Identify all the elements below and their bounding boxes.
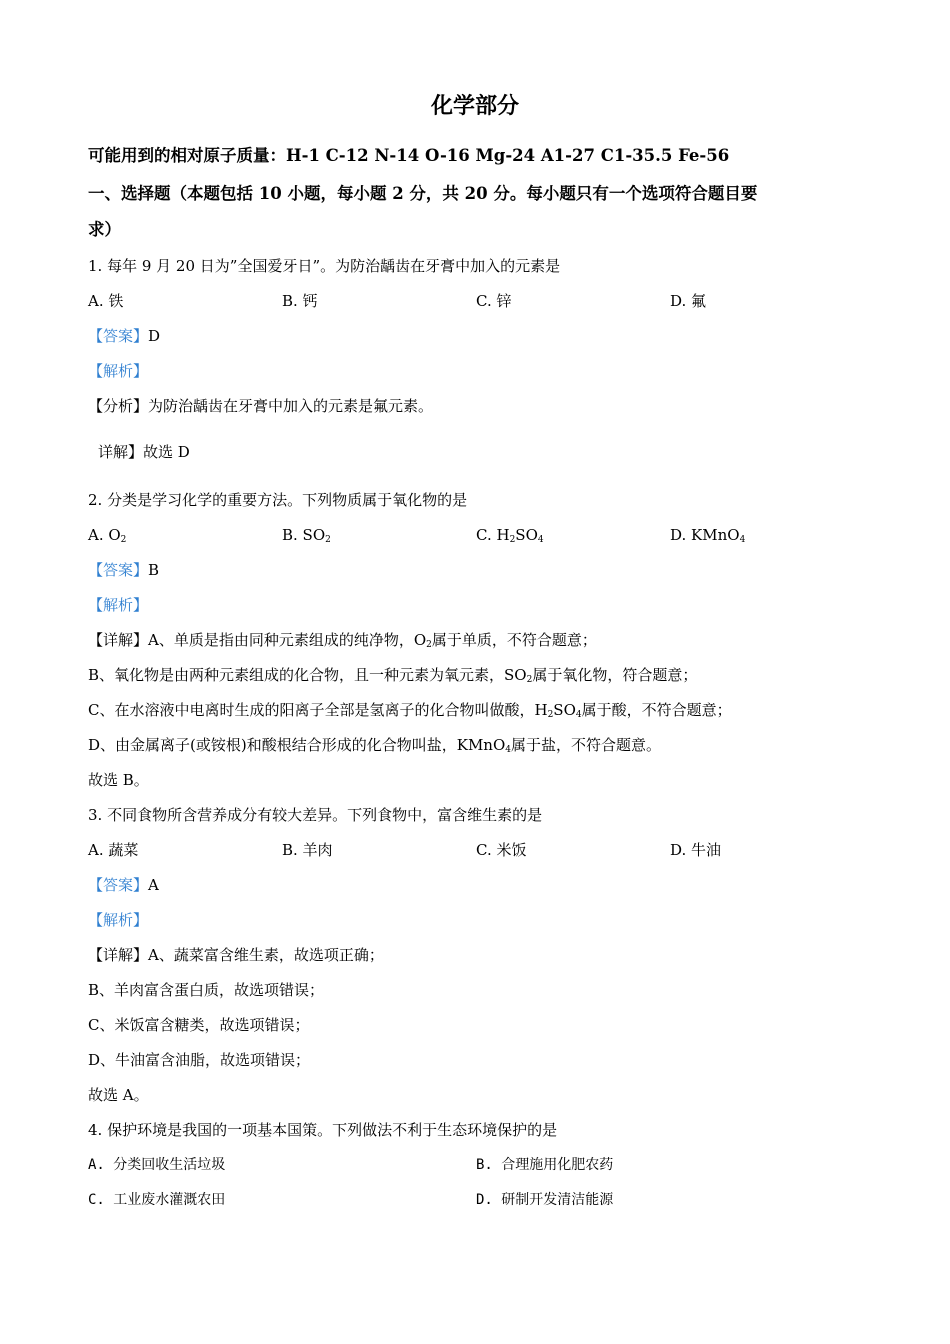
- atomic-masses-line: 可能用到的相对原子质量：H-1 C-12 N-14 O-16 Mg-24 A1-27 C1-35.5 Fe-56: [88, 146, 730, 165]
- q3-detail-line-2: B、羊肉富含蛋白质，故选项错误；: [88, 981, 325, 999]
- section-heading-cont: 求）: [88, 220, 121, 239]
- q1-fenxi: 【分析】为防治龋齿在牙膏中加入的元素是氟元素。: [88, 397, 434, 415]
- q1-option-c: C. 锌: [476, 292, 512, 310]
- answer-value: D: [148, 327, 161, 345]
- page-title: 化学部分: [430, 93, 519, 119]
- q3-option-c: C. 米饭: [476, 841, 527, 859]
- question-3-stem: 3. 不同食物所含营养成分有较大差异。下列食物中，富含维生素的是: [88, 806, 543, 824]
- answer-value: B: [148, 561, 160, 579]
- q3-analysis-tag: 【解析】: [88, 911, 149, 929]
- q2-answer: [88, 560, 159, 580]
- q4-option-b: B. 合理施用化肥农药: [476, 1157, 614, 1173]
- answer-tag: 【答案】: [88, 876, 149, 894]
- q3-option-b: B. 羊肉: [282, 841, 333, 859]
- q3-detail-line-4: D、牛油富含油脂，故选项错误；: [88, 1051, 311, 1069]
- q1-analysis-tag: 【解析】: [88, 362, 149, 380]
- answer-tag: 【答案】: [88, 561, 149, 579]
- q1-option-d: D. 氟: [670, 292, 707, 310]
- q3-option-a: A. 蔬菜: [88, 841, 139, 859]
- q2-conclusion: 故选 B。: [88, 771, 149, 789]
- q3-detail-line-1: 【详解】A、蔬菜富含维生素，故选项正确；: [88, 946, 384, 964]
- q2-option-c: C. $H_2SO_4$: [476, 526, 544, 545]
- q1-answer: [88, 326, 160, 346]
- q4-option-d: D. 研制开发清洁能源: [476, 1192, 614, 1208]
- q1-option-a: A. 铁: [88, 292, 124, 310]
- q4-option-a: A. 分类回收生活垃圾: [88, 1157, 226, 1173]
- question-2-stem: 2. 分类是学习化学的重要方法。下列物质属于氧化物的是: [88, 491, 468, 509]
- answer-value: A: [148, 876, 159, 894]
- q2-detail-line-4: D、由金属离子(或铵根)和酸根结合形成的化合物叫盐，KMnO$_4$属于盐，不符合题意。: [88, 736, 662, 755]
- question-4-stem: 4. 保护环境是我国的一项基本国策。下列做法不利于生态环境保护的是: [88, 1121, 558, 1139]
- q2-option-b: B. $SO_2$: [282, 526, 331, 545]
- q3-answer: [88, 875, 159, 895]
- q2-detail-line-2: B、氧化物是由两种元素组成的化合物，且一种元素为氧元素，$SO_2$属于氧化物，符合题意；: [88, 666, 698, 685]
- q2-analysis-tag: 【解析】: [88, 596, 149, 614]
- q1-option-b: B. 钙: [282, 292, 318, 310]
- q3-conclusion: 故选 A。: [88, 1086, 149, 1104]
- q4-option-c: C. 工业废水灌溉农田: [88, 1192, 226, 1208]
- q2-option-d: D. KMnO$_4$: [670, 526, 746, 545]
- answer-tag: 【答案】: [88, 327, 149, 345]
- q2-option-a: A. $O_2$: [88, 526, 127, 545]
- question-1-stem: 1. 每年 9 月 20 日为”全国爱牙日”。为防治龋齿在牙膏中加入的元素是: [88, 257, 561, 275]
- section-heading: 一、选择题（本题包括 10 小题，每小题 2 分，共 20 分。每小题只有一个选项符合题目要: [88, 184, 758, 203]
- q2-detail-line-3: C、在水溶液中电离时生成的阳离子全部是氢离子的化合物叫做酸，$H_2SO_4$属于酸，不符合题意；: [88, 701, 732, 720]
- q3-option-d: D. 牛油: [670, 841, 722, 859]
- q2-detail-line-1: 【详解】A、单质是指由同种元素组成的纯净物，$O_2$属于单质，不符合题意；: [88, 631, 597, 650]
- q1-detail: 详解】故选 D: [98, 443, 190, 461]
- q3-detail-line-3: C、米饭富含糖类，故选项错误；: [88, 1016, 310, 1034]
